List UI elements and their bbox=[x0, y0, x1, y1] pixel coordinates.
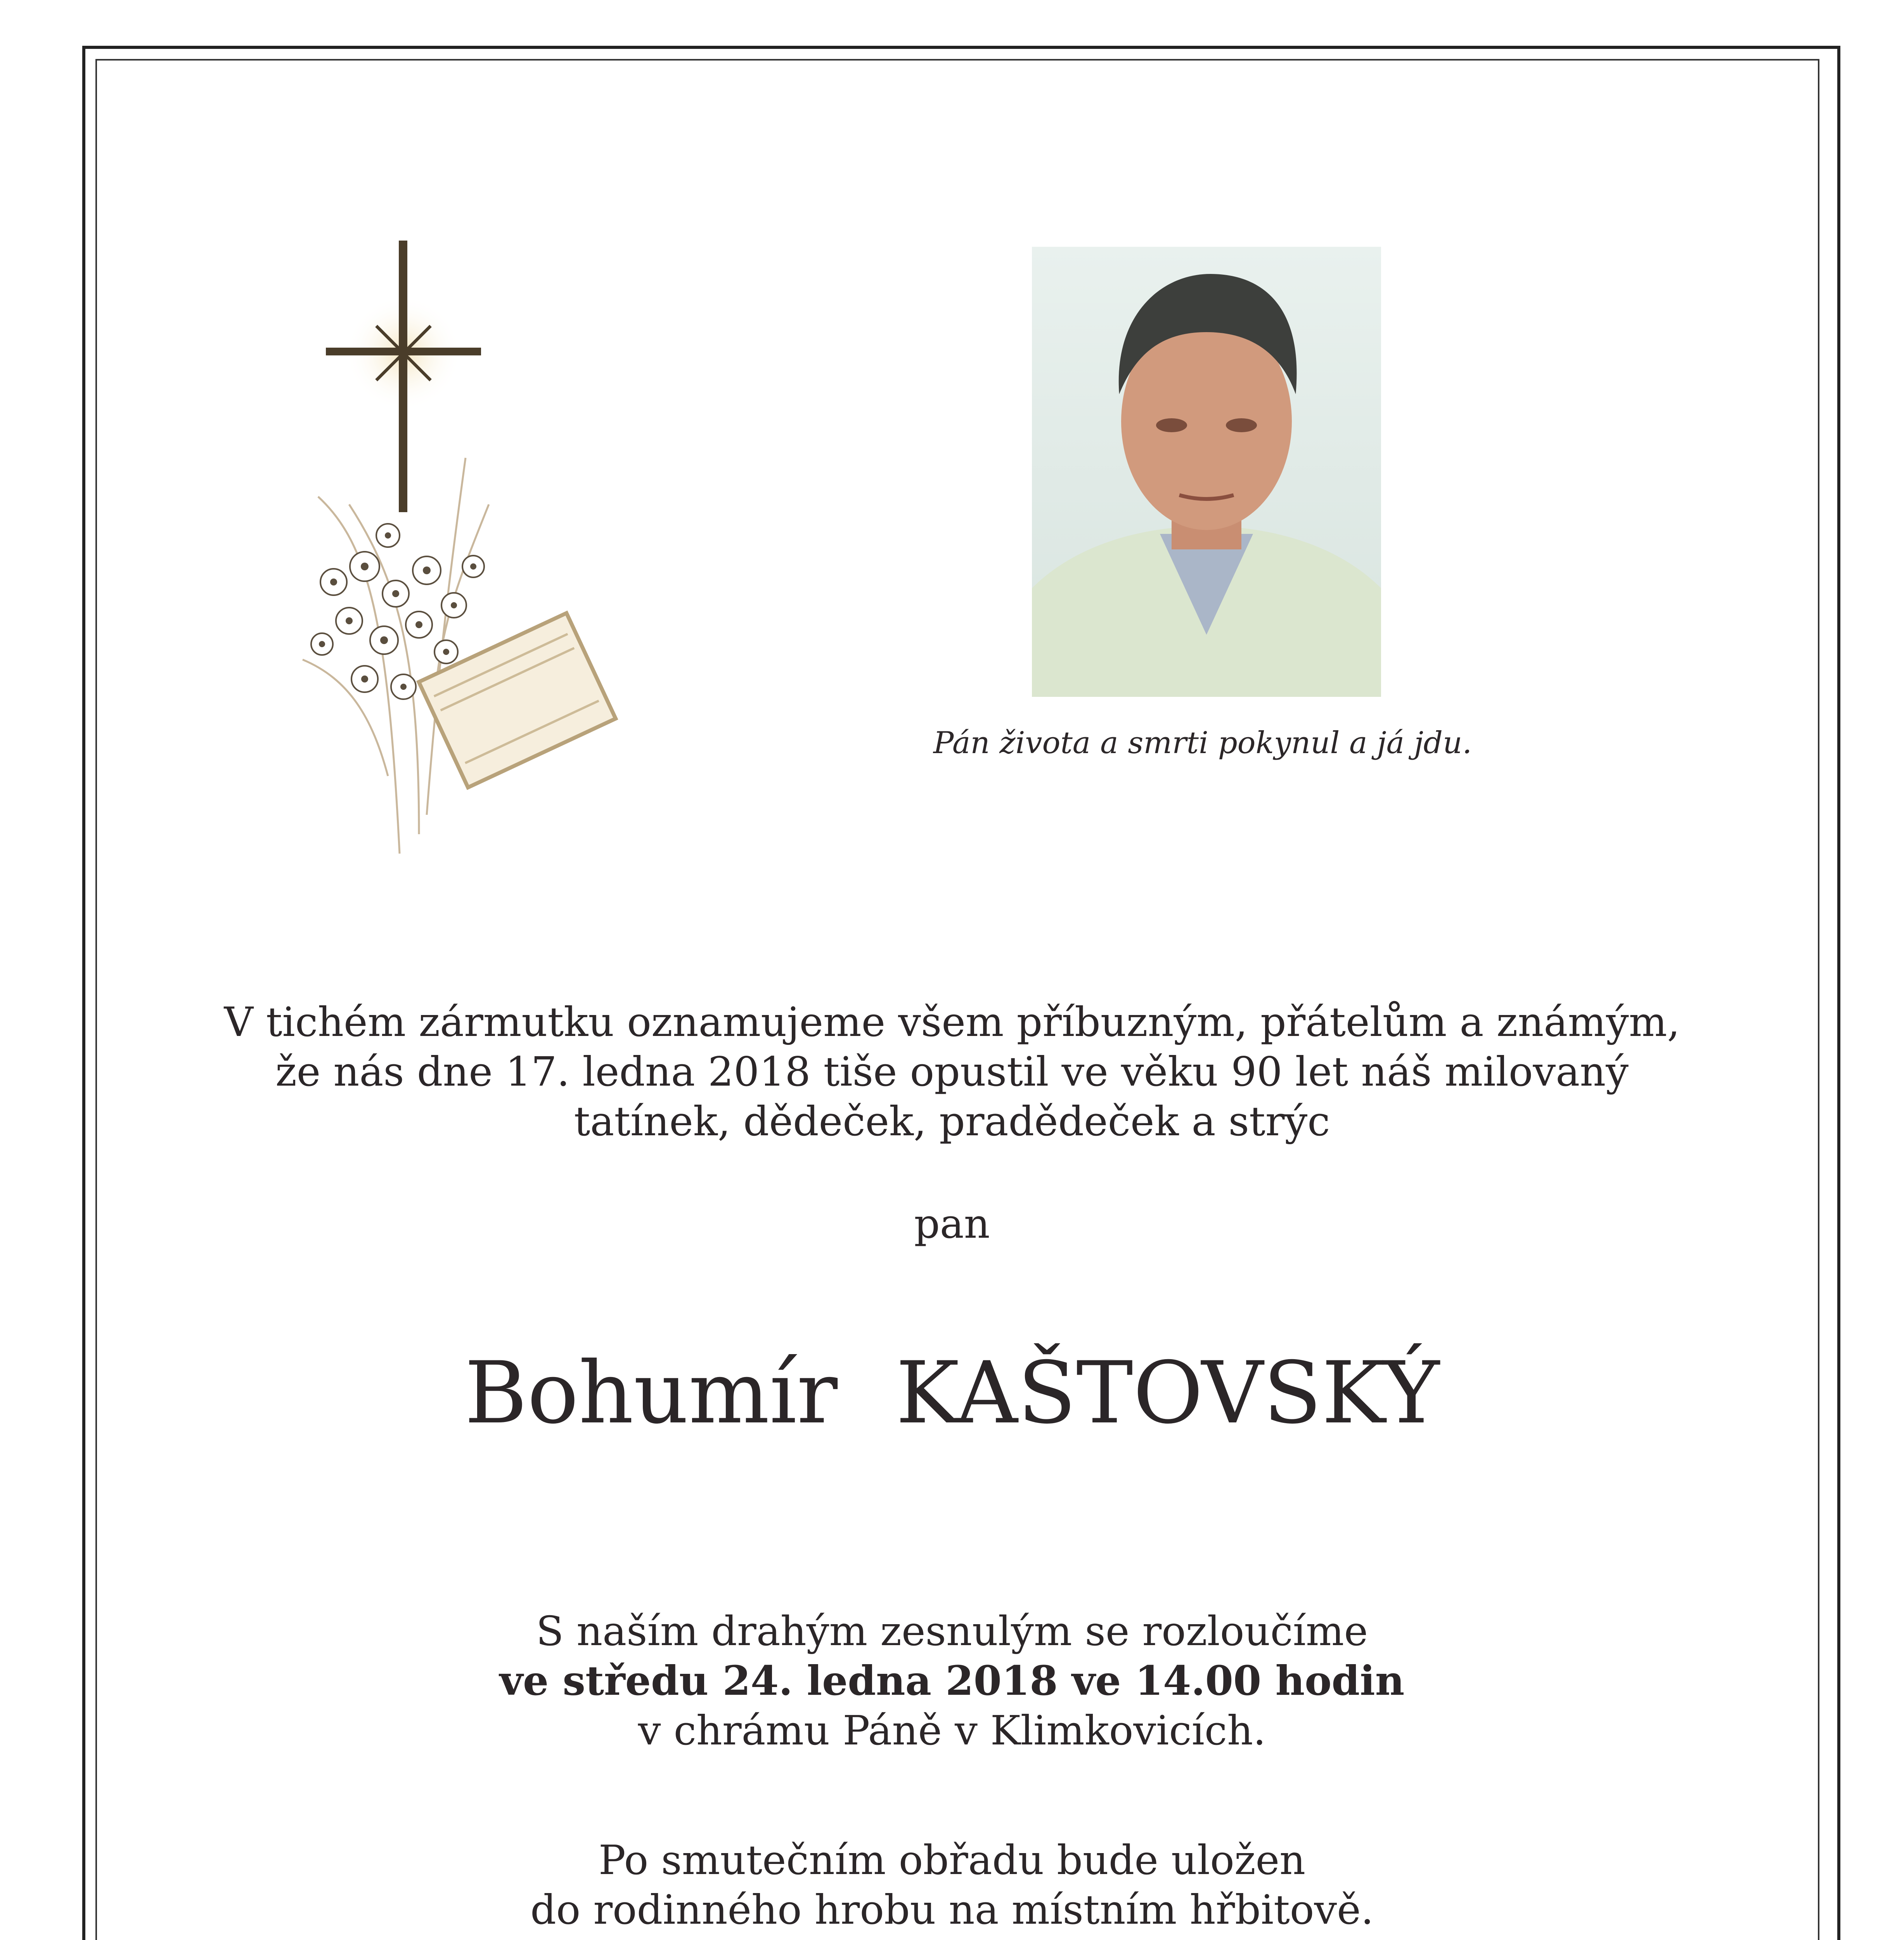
first-name: Bohumír bbox=[464, 1343, 838, 1443]
announcement-line: že nás dne 17. ledna 2018 tiše opustil ve věku 90 let náš milovaný bbox=[275, 1048, 1629, 1095]
deceased-name bbox=[0, 1342, 1904, 1443]
burial-line: Po smutečním obřadu bude uložen bbox=[598, 1836, 1306, 1884]
announcement-text bbox=[0, 997, 1904, 1146]
ceremony-place: v chrámu Páně v Klimkovicích. bbox=[638, 1707, 1266, 1754]
cross-flowers-book-icon bbox=[272, 233, 659, 873]
ceremony-info bbox=[0, 1606, 1904, 1755]
portrait-photo bbox=[1032, 247, 1381, 697]
burial-info bbox=[0, 1835, 1904, 1935]
salutation: pan bbox=[914, 1200, 990, 1247]
announcement-line: V tichém zármutku oznamujeme všem příbuzným, přátelům a známým, bbox=[224, 998, 1680, 1046]
burial-line: do rodinného hrobu na místním hřbitově. bbox=[530, 1886, 1374, 1933]
ceremony-date-time: ve středu 24. ledna 2018 ve 14.00 hodin bbox=[499, 1657, 1405, 1704]
announcement-line: tatínek, dědeček, pradědeček a strýc bbox=[574, 1098, 1330, 1145]
last-name: KAŠTOVSKÝ bbox=[896, 1343, 1440, 1443]
motto: Pán života a smrti pokynul a já jdu. bbox=[933, 726, 1472, 760]
ceremony-line: S naším drahým zesnulým se rozloučíme bbox=[536, 1607, 1368, 1655]
